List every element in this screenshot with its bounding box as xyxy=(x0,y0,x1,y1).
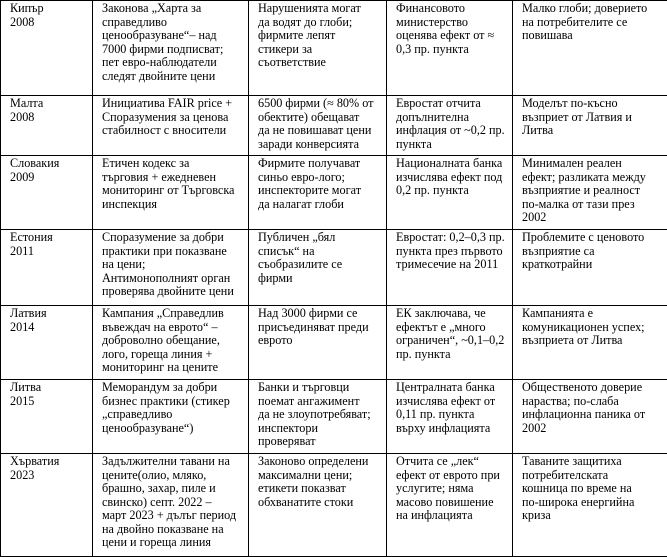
effect-cell: Националната банка изчислява ефект под 0,2 пр. пункта xyxy=(387,156,513,230)
measure-cell: Законова „Харта за справедливо ценообразуване“– над 7000 фирми подписват; пет евро-наблюдатели следят двойните цени xyxy=(93,1,249,96)
country-cell: Латвия 2014 xyxy=(1,306,93,380)
table-row xyxy=(1,1,667,96)
effect-cell: Евростат отчита допълнителна инфлация от ~0,2 пр. пункта xyxy=(387,96,513,156)
measure-cell: Меморандум за добри бизнес практики (стикер „справедливо ценообразуване“) xyxy=(93,380,249,454)
lesson-cell: Минимален реален ефект; разликата между възприятие и реалност по-малка от тази през 2002 xyxy=(513,156,667,230)
measure-cell: Кампания „Справедлив въвеждач на еврото“ – доброволно обещание, лого, гореща линия + мониторинг на цените xyxy=(93,306,249,380)
lesson-cell: Кампанията е комуникационен успех; възприета от Литва xyxy=(513,306,667,380)
country-cell: Малта 2008 xyxy=(1,96,93,156)
enforcement-cell: Фирмите получават синьо евро-лого; инспекторите могат да налагат глоби xyxy=(249,156,387,230)
country-cell: Естония 2011 xyxy=(1,230,93,306)
enforcement-cell: Публичен „бял списък“ на съобразилите се фирми xyxy=(249,230,387,306)
lesson-cell: Проблемите с ценовото възприятие са краткотрайни xyxy=(513,230,667,306)
enforcement-cell: Нарушенията могат да водят до глоби; фирмите лепят стикери за съответствие xyxy=(249,1,387,96)
lesson-cell: Таваните защитиха потребителската кошница по време на по-широка енергийна криза xyxy=(513,454,667,557)
enforcement-cell: Над 3000 фирми се присъединяват преди еврото xyxy=(249,306,387,380)
lesson-cell: Малко глоби; доверието на потребителите се повишава xyxy=(513,1,667,96)
effect-cell: ЕК заключава, че ефектът е „много ограничен“, ~0,1–0,2 пр. пункта xyxy=(387,306,513,380)
enforcement-cell: Законово определени максимални цени; етикети показват обхванатите стоки xyxy=(249,454,387,557)
table-row xyxy=(1,156,667,230)
effect-cell: Финансовото министерство оценява ефект от ≈ 0,3 пр. пункта xyxy=(387,1,513,96)
table-row xyxy=(1,96,667,156)
lesson-cell: Общественото доверие нараства; по-слаба инфлационна паника от 2002 xyxy=(513,380,667,454)
measure-cell: Етичен кодекс за търговия + ежедневен мониторинг от Търговска инспекция xyxy=(93,156,249,230)
effect-cell: Централната банка изчислява ефект от 0,11 пр. пункта върху инфлацията xyxy=(387,380,513,454)
effect-cell: Евростат: 0,2–0,3 пр. пункта през първото тримесечие на 2011 xyxy=(387,230,513,306)
country-cell: Кипър 2008 xyxy=(1,1,93,96)
country-cell: Хърватия 2023 xyxy=(1,454,93,557)
table-row xyxy=(1,306,667,380)
table-row xyxy=(1,380,667,454)
lesson-cell: Моделът по-късно възприет от Латвия и Литва xyxy=(513,96,667,156)
country-cell: Литва 2015 xyxy=(1,380,93,454)
country-cell: Словакия 2009 xyxy=(1,156,93,230)
measure-cell: Споразумение за добри практики при показване на цени; Антимонополният орган проверява двойните цени xyxy=(93,230,249,306)
effect-cell: Отчита се „лек“ ефект от еврото при услугите; няма масово повишение на инфлацията xyxy=(387,454,513,557)
enforcement-cell: 6500 фирми (≈ 80% от обектите) обещават да не повишават цени заради конверсията xyxy=(249,96,387,156)
table-row xyxy=(1,454,667,557)
table-row xyxy=(1,230,667,306)
measure-cell: Инициатива FAIR price + Споразумения за ценова стабилност с вносители xyxy=(93,96,249,156)
measure-cell: Задължителни тавани на цените(олио, мляко, брашно, захар, пиле и свинско) септ. 2022 – март 2023 + дълъг период на двойно показване на цени и гореща линия xyxy=(93,454,249,557)
enforcement-cell: Банки и търговци поемат ангажимент да не злоупотребяват; инспектори проверяват xyxy=(249,380,387,454)
